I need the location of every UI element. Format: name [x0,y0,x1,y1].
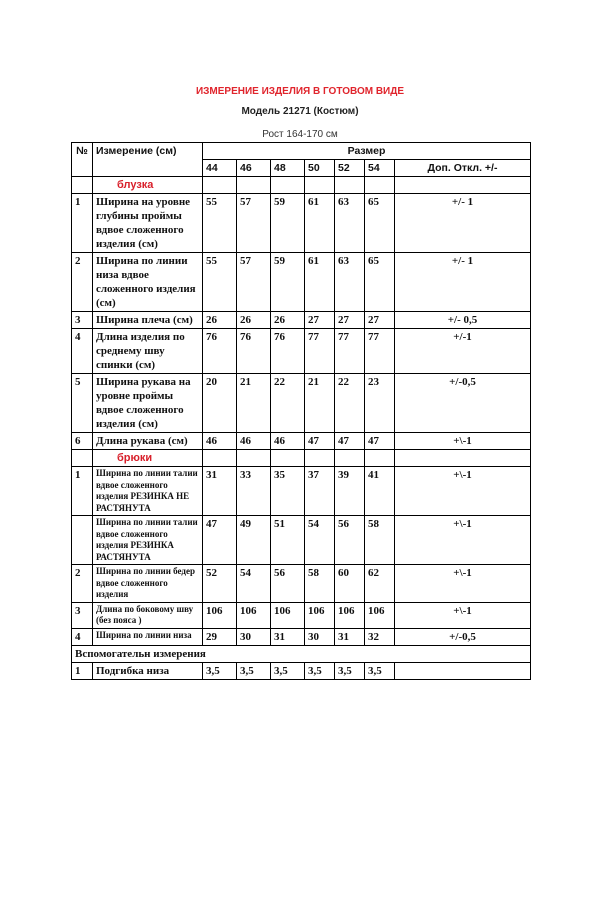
section-empty-cell [237,177,271,194]
section-empty-cell [271,450,305,467]
row-tolerance: +/-0,5 [395,374,531,433]
header-size: Размер [203,143,531,160]
row-value: 54 [305,516,335,565]
row-value: 106 [365,602,395,628]
row-value: 76 [203,329,237,374]
row-label: Подгибка низа [93,662,203,679]
row-value: 62 [365,565,395,603]
row-value: 52 [203,565,237,603]
row-value: 106 [237,602,271,628]
table-row [72,194,531,253]
row-value: 106 [305,602,335,628]
section-header-row [72,177,531,194]
row-tolerance: +/- 0,5 [395,312,531,329]
row-value: 63 [335,253,365,312]
row-value: 31 [203,467,237,516]
section-empty-cell [335,450,365,467]
row-value: 26 [203,312,237,329]
row-number: 3 [72,312,93,329]
section-name: блузка [93,177,203,194]
header-size-col: 54 [365,160,395,177]
header-size-col: 50 [305,160,335,177]
row-value: 65 [365,194,395,253]
row-value: 31 [271,628,305,645]
row-number: 1 [72,194,93,253]
row-label: Длина по боковому шву (без пояса ) [93,602,203,628]
row-value: 60 [335,565,365,603]
table-row [72,565,531,603]
header-size-col: 48 [271,160,305,177]
section-empty-cell [365,450,395,467]
row-value: 47 [203,516,237,565]
row-value: 59 [271,253,305,312]
row-value: 63 [335,194,365,253]
row-value: 61 [305,194,335,253]
row-number: 2 [72,253,93,312]
section-name: брюки [93,450,203,467]
row-value: 106 [271,602,305,628]
row-value: 26 [271,312,305,329]
row-value: 37 [305,467,335,516]
row-value: 56 [335,516,365,565]
row-label: Ширина по линии бедер вдвое сложенного изделия [93,565,203,603]
row-value: 21 [237,374,271,433]
row-value: 3,5 [335,662,365,679]
page-title: ИЗМЕРЕНИЕ ИЗДЕЛИЯ В ГОТОВОМ ВИДЕ [195,86,405,97]
row-value: 77 [365,329,395,374]
row-value: 32 [365,628,395,645]
section-empty-cell [305,177,335,194]
section-empty-cell [72,450,93,467]
row-value: 58 [365,516,395,565]
table-row [72,374,531,433]
table-row [72,253,531,312]
section-empty-cell [203,450,237,467]
height-range: Рост 164-170 см [262,129,338,140]
section-empty-cell [237,450,271,467]
row-value: 55 [203,194,237,253]
row-value: 46 [203,433,237,450]
row-value: 35 [271,467,305,516]
row-tolerance: +\-1 [395,467,531,516]
row-value: 3,5 [271,662,305,679]
header-num: № [72,143,93,177]
row-value: 3,5 [237,662,271,679]
row-number: 2 [72,565,93,603]
row-value: 54 [237,565,271,603]
row-value: 61 [305,253,335,312]
row-value: 26 [237,312,271,329]
row-value: 3,5 [365,662,395,679]
row-tolerance: +/-0,5 [395,628,531,645]
row-value: 49 [237,516,271,565]
row-value: 22 [271,374,305,433]
row-value: 27 [305,312,335,329]
row-value: 39 [335,467,365,516]
section-empty-cell [72,177,93,194]
table-row [72,516,531,565]
row-value: 58 [305,565,335,603]
model-name: Модель 21271 (Костюм) [241,106,359,117]
table-row [72,628,531,645]
header-size-col: 44 [203,160,237,177]
table-row [72,662,531,679]
row-label: Ширина на уровне глубины проймы вдвое сложенного изделия (см) [93,194,203,253]
row-value: 106 [335,602,365,628]
header-measure: Измерение (см) [93,143,203,177]
row-tolerance: +\-1 [395,516,531,565]
row-value: 76 [271,329,305,374]
row-tolerance [395,662,531,679]
row-value: 65 [365,253,395,312]
row-tolerance: +\-1 [395,602,531,628]
row-label: Длина изделия по среднему шву спинки (см) [93,329,203,374]
row-value: 46 [271,433,305,450]
section-empty-cell [203,177,237,194]
row-number: 4 [72,628,93,645]
header-size-col: 52 [335,160,365,177]
row-number: 5 [72,374,93,433]
row-value: 23 [365,374,395,433]
table-row [72,467,531,516]
row-tolerance: +\-1 [395,565,531,603]
row-value: 30 [305,628,335,645]
row-label: Ширина по линии талии вдвое сложенного изделия РЕЗИНКА РАСТЯНУТА [93,516,203,565]
row-value: 33 [237,467,271,516]
row-number: 4 [72,329,93,374]
row-tolerance: +\-1 [395,433,531,450]
section-header-row [72,645,531,662]
row-value: 3,5 [305,662,335,679]
row-number: 6 [72,433,93,450]
row-tolerance: +/-1 [395,329,531,374]
row-value: 59 [271,194,305,253]
row-number: 1 [72,467,93,516]
row-value: 57 [237,253,271,312]
section-empty-cell [395,177,531,194]
section-empty-cell [395,450,531,467]
row-label: Ширина по линии талии вдвое сложенного изделия РЕЗИНКА НЕ РАСТЯНУТА [93,467,203,516]
row-value: 77 [305,329,335,374]
section-empty-cell [271,177,305,194]
row-value: 27 [365,312,395,329]
row-value: 106 [203,602,237,628]
row-value: 55 [203,253,237,312]
row-value: 29 [203,628,237,645]
row-value: 76 [237,329,271,374]
row-label: Ширина рукава на уровне проймы вдвое сложенного изделия (см) [93,374,203,433]
row-value: 56 [271,565,305,603]
row-value: 21 [305,374,335,433]
table-row [72,329,531,374]
section-empty-cell [335,177,365,194]
row-label: Ширина плеча (см) [93,312,203,329]
row-number [72,516,93,565]
header-size-col: 46 [237,160,271,177]
table-row [72,433,531,450]
row-value: 46 [237,433,271,450]
table-row [72,312,531,329]
row-number: 3 [72,602,93,628]
row-value: 31 [335,628,365,645]
header-tolerance: Доп. Откл. +/- [395,160,531,177]
row-label: Ширина по линии низа вдвое сложенного изделия (см) [93,253,203,312]
row-value: 57 [237,194,271,253]
row-value: 22 [335,374,365,433]
row-label: Длина рукава (см) [93,433,203,450]
row-value: 77 [335,329,365,374]
table-row [72,602,531,628]
row-label: Ширина по линии низа [93,628,203,645]
row-value: 47 [365,433,395,450]
row-number: 1 [72,662,93,679]
row-value: 51 [271,516,305,565]
row-value: 41 [365,467,395,516]
row-value: 3,5 [203,662,237,679]
section-header-row [72,450,531,467]
row-value: 20 [203,374,237,433]
row-value: 47 [335,433,365,450]
aux-section-name: Вспомогательн измерения [72,645,531,662]
row-tolerance: +/- 1 [395,253,531,312]
row-tolerance: +/- 1 [395,194,531,253]
section-empty-cell [365,177,395,194]
section-empty-cell [305,450,335,467]
row-value: 27 [335,312,365,329]
row-value: 30 [237,628,271,645]
measurement-table [71,142,531,680]
row-value: 47 [305,433,335,450]
